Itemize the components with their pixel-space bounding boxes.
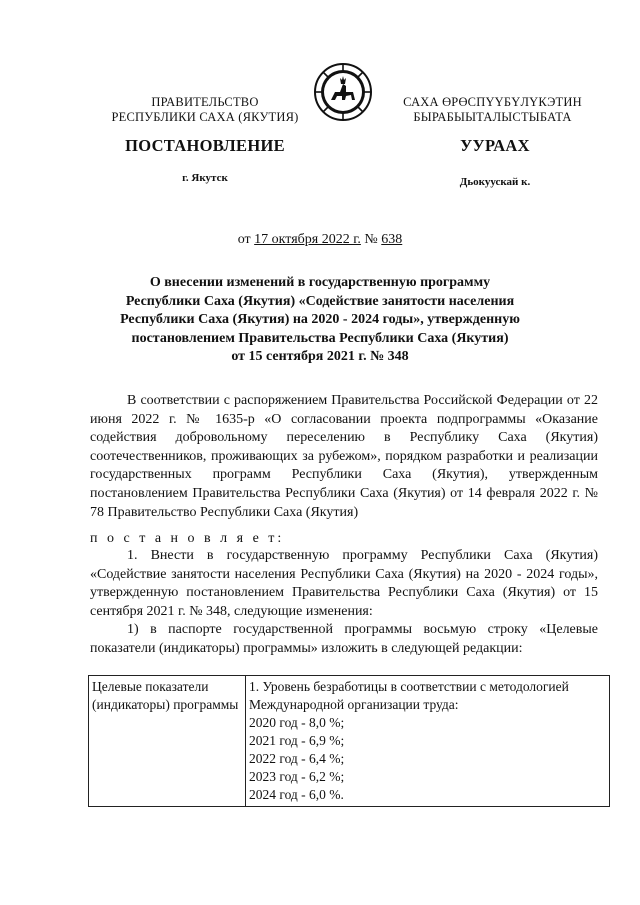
table-values-cell bbox=[246, 676, 610, 807]
document-title bbox=[90, 274, 550, 367]
preamble-paragraph: В соответствии с распоряжением Правительства Российской Федерации от 22 июня 2022 г. № 1635-р «О согласовании проекта подпрограммы «Оказание содействия добровольному переселению в Республику Саха (Якутия) соотечественников, проживающих за рубежом», порядком разработки и реализации государственных программ Республики Саха (Якутия), утвержденным постановлением Правительства Республики Саха (Якутия) от 14 февраля 2022 г. № 78 Правительство Республики Саха (Якутия) bbox=[90, 393, 598, 520]
indicators-table bbox=[88, 675, 610, 807]
city-ru: г. Якутск bbox=[182, 172, 228, 184]
government-header-ru bbox=[100, 95, 310, 125]
doc-type-title-ru: ПОСТАНОВЛЕНИЕ bbox=[125, 136, 285, 155]
decree-number: 638 bbox=[381, 232, 403, 247]
city-sakha: Дьокуускай к. bbox=[459, 176, 531, 188]
header-line: САХА ӨРӨСПҮҮБҮЛҮКЭТИН bbox=[403, 95, 582, 109]
indicator-line: 2024 год - 6,0 %. bbox=[249, 787, 344, 802]
indicator-line: 2023 год - 6,2 %; bbox=[249, 769, 345, 784]
title-line: О внесении изменений в государственную программу bbox=[149, 275, 491, 290]
number-label: № bbox=[360, 232, 382, 247]
title-line: от 15 сентября 2021 г. № 348 bbox=[231, 349, 409, 364]
indicator-line: 1. Уровень безработицы в соответствии с методологией Международной организации труда: bbox=[249, 679, 569, 712]
table-row bbox=[89, 676, 610, 807]
clause-1-paragraph: 1. Внести в государственную программу Республики Саха (Якутия) «Содействие занятости населения Республики Саха (Якутия) на 2020 - 2024 годы», утвержденную постановлением Правительства Республики Саха (Якутия) от 15 сентября 2021 г. № 348, следующие изменения: bbox=[90, 548, 598, 619]
indicator-line: 2022 год - 6,4 %; bbox=[249, 751, 345, 766]
title-line: Республики Саха (Якутия) на 2020 - 2024 годы», утвержденную bbox=[120, 312, 520, 327]
doc-type-title-sakha: УУРААХ bbox=[460, 136, 530, 155]
subclause-1-paragraph: 1) в паспорте государственной программы восьмую строку «Целевые показатели (индикаторы) программы» изложить в следующей редакции: bbox=[90, 622, 598, 656]
indicator-line: 2021 год - 6,9 %; bbox=[249, 733, 345, 748]
date-number-line bbox=[80, 232, 560, 248]
indicator-line: 2020 год - 8,0 %; bbox=[249, 715, 345, 730]
title-line: постановлением Правительства Республики Саха (Якутия) bbox=[131, 330, 509, 346]
resolves-word bbox=[90, 530, 598, 549]
date-prefix: от bbox=[237, 232, 255, 247]
table-label-cell: Целевые показатели (индикаторы) программы bbox=[89, 676, 246, 807]
header-line: ПРАВИТЕЛЬСТВО bbox=[151, 95, 259, 109]
government-header-sakha bbox=[385, 95, 600, 125]
header-line: БЫРАБЫЫТАЛЫСТЫБАТА bbox=[413, 110, 572, 124]
header-line: РЕСПУБЛИКИ САХА (ЯКУТИЯ) bbox=[111, 110, 299, 124]
decree-date: 17 октября 2022 г. bbox=[254, 232, 361, 247]
title-line: Республики Саха (Якутия) «Содействие занятости населения bbox=[125, 293, 515, 309]
sakha-coat-of-arms-icon bbox=[313, 62, 373, 122]
resolves-text: п о с т а н о в л я е т: bbox=[90, 531, 285, 546]
